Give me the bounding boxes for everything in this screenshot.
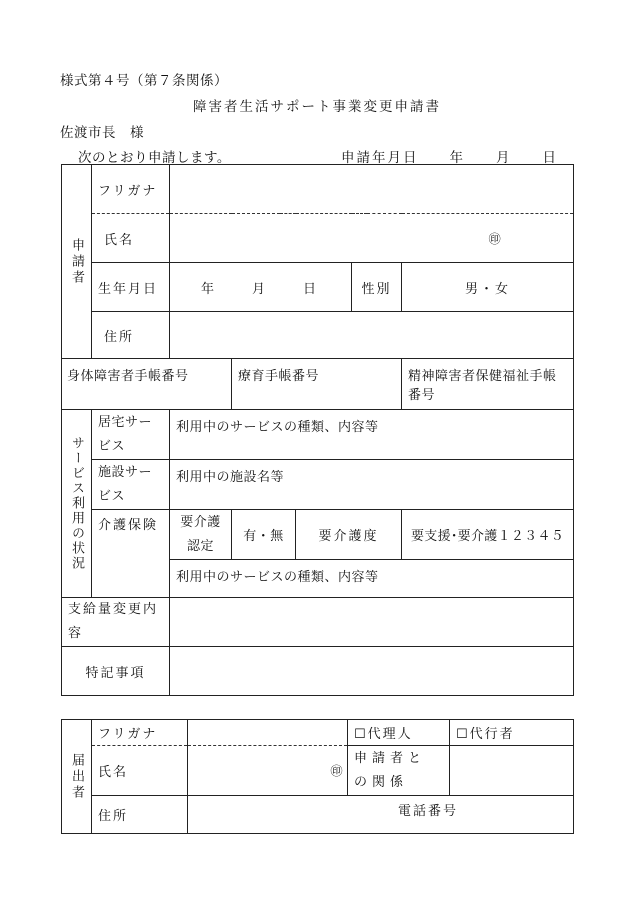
submitter-furigana-field[interactable] [188,720,348,746]
submitter-address-field[interactable] [188,796,574,834]
submitter-group-label: 届出者 [62,720,92,834]
relation-field[interactable] [450,746,574,796]
submitter-furigana-label: フリガナ [92,720,188,746]
submitter-name-field[interactable] [188,746,348,796]
applicant-furigana-field[interactable] [170,165,574,214]
proxy-checkbox[interactable]: ☐代行者 [450,720,574,746]
ryoiku-handbook-field[interactable]: 療育手帳番号 [232,359,402,410]
home-service-label: 居宅サービス [92,410,170,460]
physical-handbook-field[interactable]: 身体障害者手帳番号 [62,359,232,410]
care-service-detail-field[interactable]: 利用中のサービスの種類、内容等 [170,560,574,598]
form-title: 障害者生活サポート事業変更申請書 [193,99,441,115]
sex-field[interactable]: 男・女 [402,263,574,312]
care-certification-label: 要介護認定 [170,510,232,560]
service-group-label: サービス利用の状況 [62,410,92,598]
facility-service-label: 施設サービス [92,460,170,510]
addressee: 佐渡市長 様 [60,125,144,141]
agent-checkbox[interactable]: ☐代理人 [348,720,450,746]
application-table [61,164,574,696]
relation-label: 申請者との関係 [348,746,450,796]
birthdate-field[interactable]: 年 月 日 [170,263,352,312]
intro-text: 次のとおり申請します。 [78,150,231,166]
sex-label: 性別 [352,263,402,312]
application-date: 申請年月日 年 月 日 [341,150,558,166]
supply-change-field[interactable] [170,598,574,647]
special-notes-field[interactable] [170,647,574,696]
applicant-address-label: 住所 [92,312,170,359]
care-certification-field[interactable]: 有・無 [232,510,296,560]
facility-service-field[interactable]: 利用中の施設名等 [170,460,574,510]
applicant-name-label: 氏名 [92,214,170,263]
care-level-field[interactable]: 要支援･要介護１２３４５ [402,510,574,560]
phone-number-label: 電話番号 [398,804,459,819]
care-level-label: 要介護度 [296,510,402,560]
submitter-address-label: 住所 [92,796,188,834]
seal-mark: ㊞ [488,231,502,246]
applicant-name-field[interactable] [170,214,574,263]
birthdate-label: 生年月日 [92,263,170,312]
submitter-name-label: 氏名 [92,746,188,796]
submitter-table [61,719,574,834]
applicant-furigana-label: フリガナ [92,165,170,214]
care-insurance-label: 介護保険 [92,510,170,598]
applicant-group-label: 申請者 [62,165,92,359]
supply-change-label: 支給量変更内容 [62,598,170,647]
special-notes-label: 特記事項 [62,647,170,696]
form-number: 様式第４号（第７条関係） [60,73,228,89]
seal-mark: ㊞ [330,764,343,778]
home-service-field[interactable]: 利用中のサービスの種類、内容等 [170,410,574,460]
applicant-address-field[interactable] [170,312,574,359]
mental-handbook-field[interactable]: 精神障害者保健福祉手帳番号 [402,359,574,410]
